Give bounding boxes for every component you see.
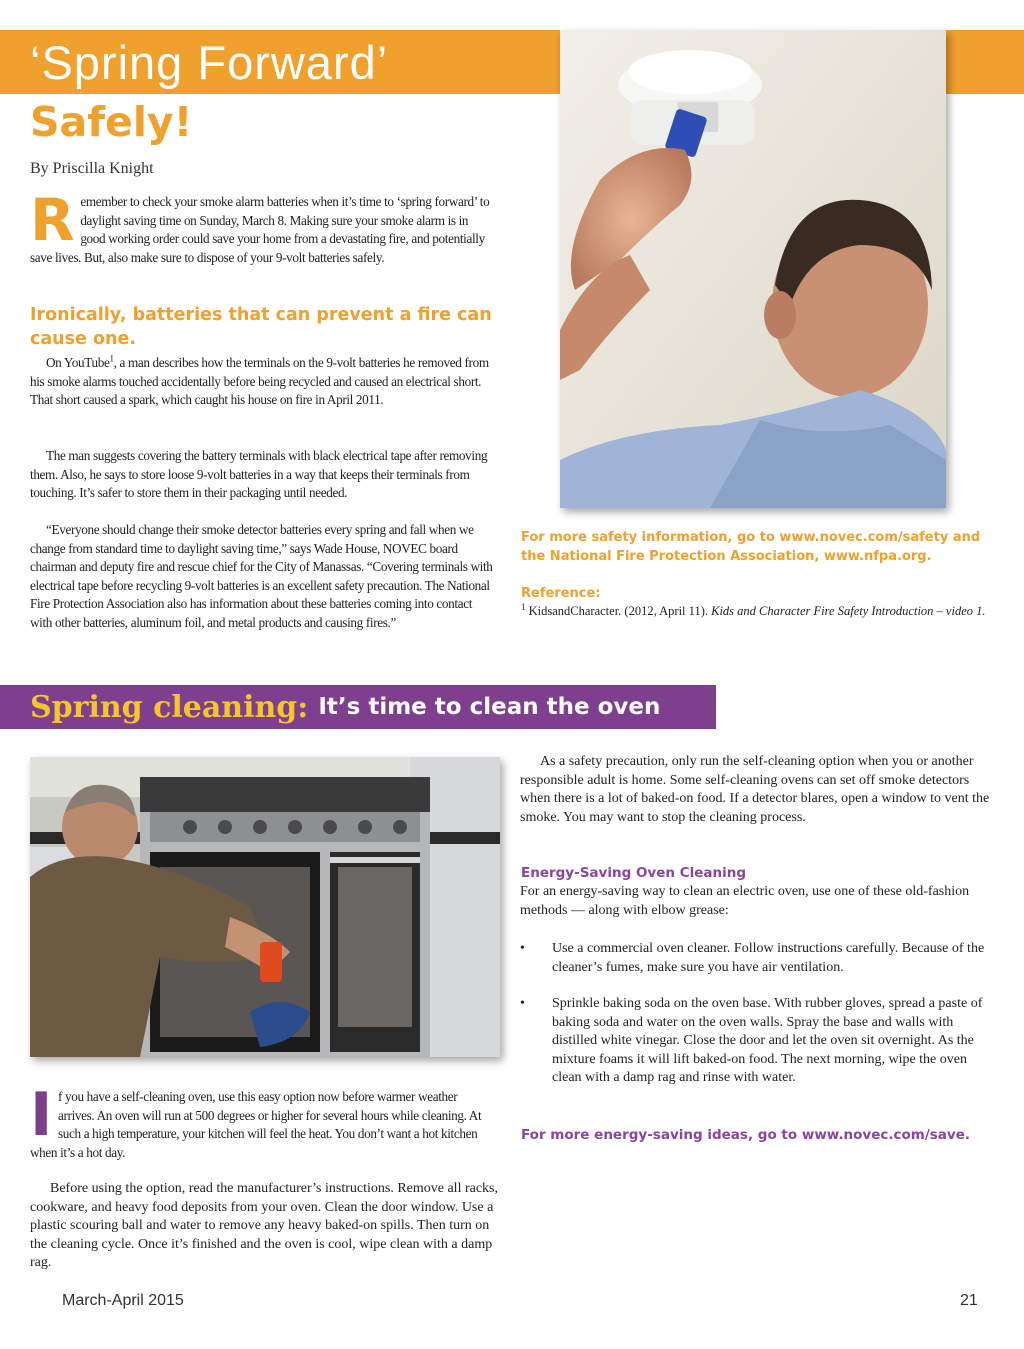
paragraph-quote: “Everyone should change their smoke detector batteries every spring and fall when we change from standard time to daylight saving time,” says Wade House, NOVEC board chairman and deputy fire and rescue chief for the City of Manassas. “Covering terminals with electrical tape before recycling 9-volt batteries is an excellent safety precaution. The National Fire Protection Association also has information about these batteries coming into contact with other batteries, aluminum foil, and metal products and causing fires.”: [30, 522, 493, 630]
drop-cap: R: [30, 186, 75, 254]
byline: By Priscilla Knight: [30, 160, 154, 177]
clean-oven-label: It’s time to clean the oven: [318, 694, 661, 720]
article-title-safely: Safely!: [30, 98, 193, 146]
page-number: 21: [960, 1292, 978, 1309]
bullet-baking-soda: • Sprinkle baking soda on the oven base. With rubber gloves, spread a paste of baking soda and water on the oven walls. Spray the base and walls with distilled white vinegar. Close the door and let the oven sit overnight. As the mixture foams it will lift baked-on food. The next morning, wipe the oven clean with a damp rag and rinse with water.: [520, 996, 983, 1086]
reference-label: Reference:: [521, 586, 601, 601]
drop-cap-oven: I: [30, 1080, 52, 1150]
safety-info-link: For more safety information, go to www.novec.com/safety and the National Fire Protection Association, www.nfpa.org.: [521, 530, 981, 564]
oven-cleaning-photo: [30, 757, 500, 1057]
spring-cleaning-label: Spring cleaning:: [30, 689, 309, 725]
spring-cleaning-title: [30, 685, 660, 729]
article-title: ‘Spring Forward’: [30, 36, 389, 89]
oven-intro-paragraph: I f you have a self-cleaning oven, use this easy option now before warmer weather arrives. An oven will run at 500 degrees or higher for several hours while cleaning. At such a high temperature, your kitchen will feel the heat. You don’t want a hot kitchen when it’s a hot day.: [30, 1080, 482, 1160]
paragraph-youtube: On YouTube$^1$, a man describes how the terminals on the 9-volt batteries he removed from his smoke alarms touched accidentally before being recycled and caused an electrical short. That short caused a spark, which caught his house on fire in April 2011.: [30, 353, 489, 408]
energy-saving-link: For more energy-saving ideas, go to www.novec.com/save.: [521, 1127, 971, 1143]
paragraph-energy-saving: For an energy-saving way to clean an electric oven, use one of these old-fashion methods — along with elbow grease:: [520, 884, 970, 918]
intro-paragraph: R emember to check your smoke alarm batteries when it’s time to ‘spring forward’ to daylight saving time on Sunday, March 8. Making sure your smoke alarm is in good working order could save your home from a devastating fire, and potentially save lives. But, also make sure to dispose of your 9-volt batteries safely.: [30, 186, 490, 265]
section-subhead: Ironically, batteries that can prevent a fire can cause one.: [30, 305, 492, 349]
bullet-commercial-cleaner: • Use a commercial oven cleaner. Follow instructions carefully. Because of the cleaner’s fumes, make sure you have air ventilation.: [520, 941, 985, 975]
reference-citation: $^1$ KidsandCharacter. (2012, April 11). Kids and Character Fire Safety Introduction – video 1.: [521, 601, 986, 618]
issue-date: March-April 2015: [62, 1292, 184, 1309]
paragraph-before-using: Before using the option, read the manufacturer’s instructions. Remove all racks, cookware, and heavy food deposits from your oven. Clean the door window. Use a plastic scouring ball and water to remove any heavy baked-on spills. Then turn on the cleaning cycle. Once it’s finished and the oven is cool, wipe clean with a damp rag.: [30, 1181, 498, 1271]
paragraph-safety-precaution: As a safety precaution, only run the self-cleaning option when you or another responsible adult is home. Some self-cleaning ovens can set off smoke detectors when there is a lot of baked-on food. If a detector blares, open a window to vent the smoke. You may want to stop the cleaning process.: [520, 754, 990, 825]
smoke-alarm-photo: [560, 30, 946, 508]
energy-saving-subhead: Energy-Saving Oven Cleaning: [521, 865, 747, 881]
paragraph-tape: The man suggests covering the battery terminals with black electrical tape after removing them. Also, he says to store loose 9-volt batteries in a way that keeps their terminals from touching. It’s safer to store them in their packaging until needed.: [30, 448, 488, 501]
